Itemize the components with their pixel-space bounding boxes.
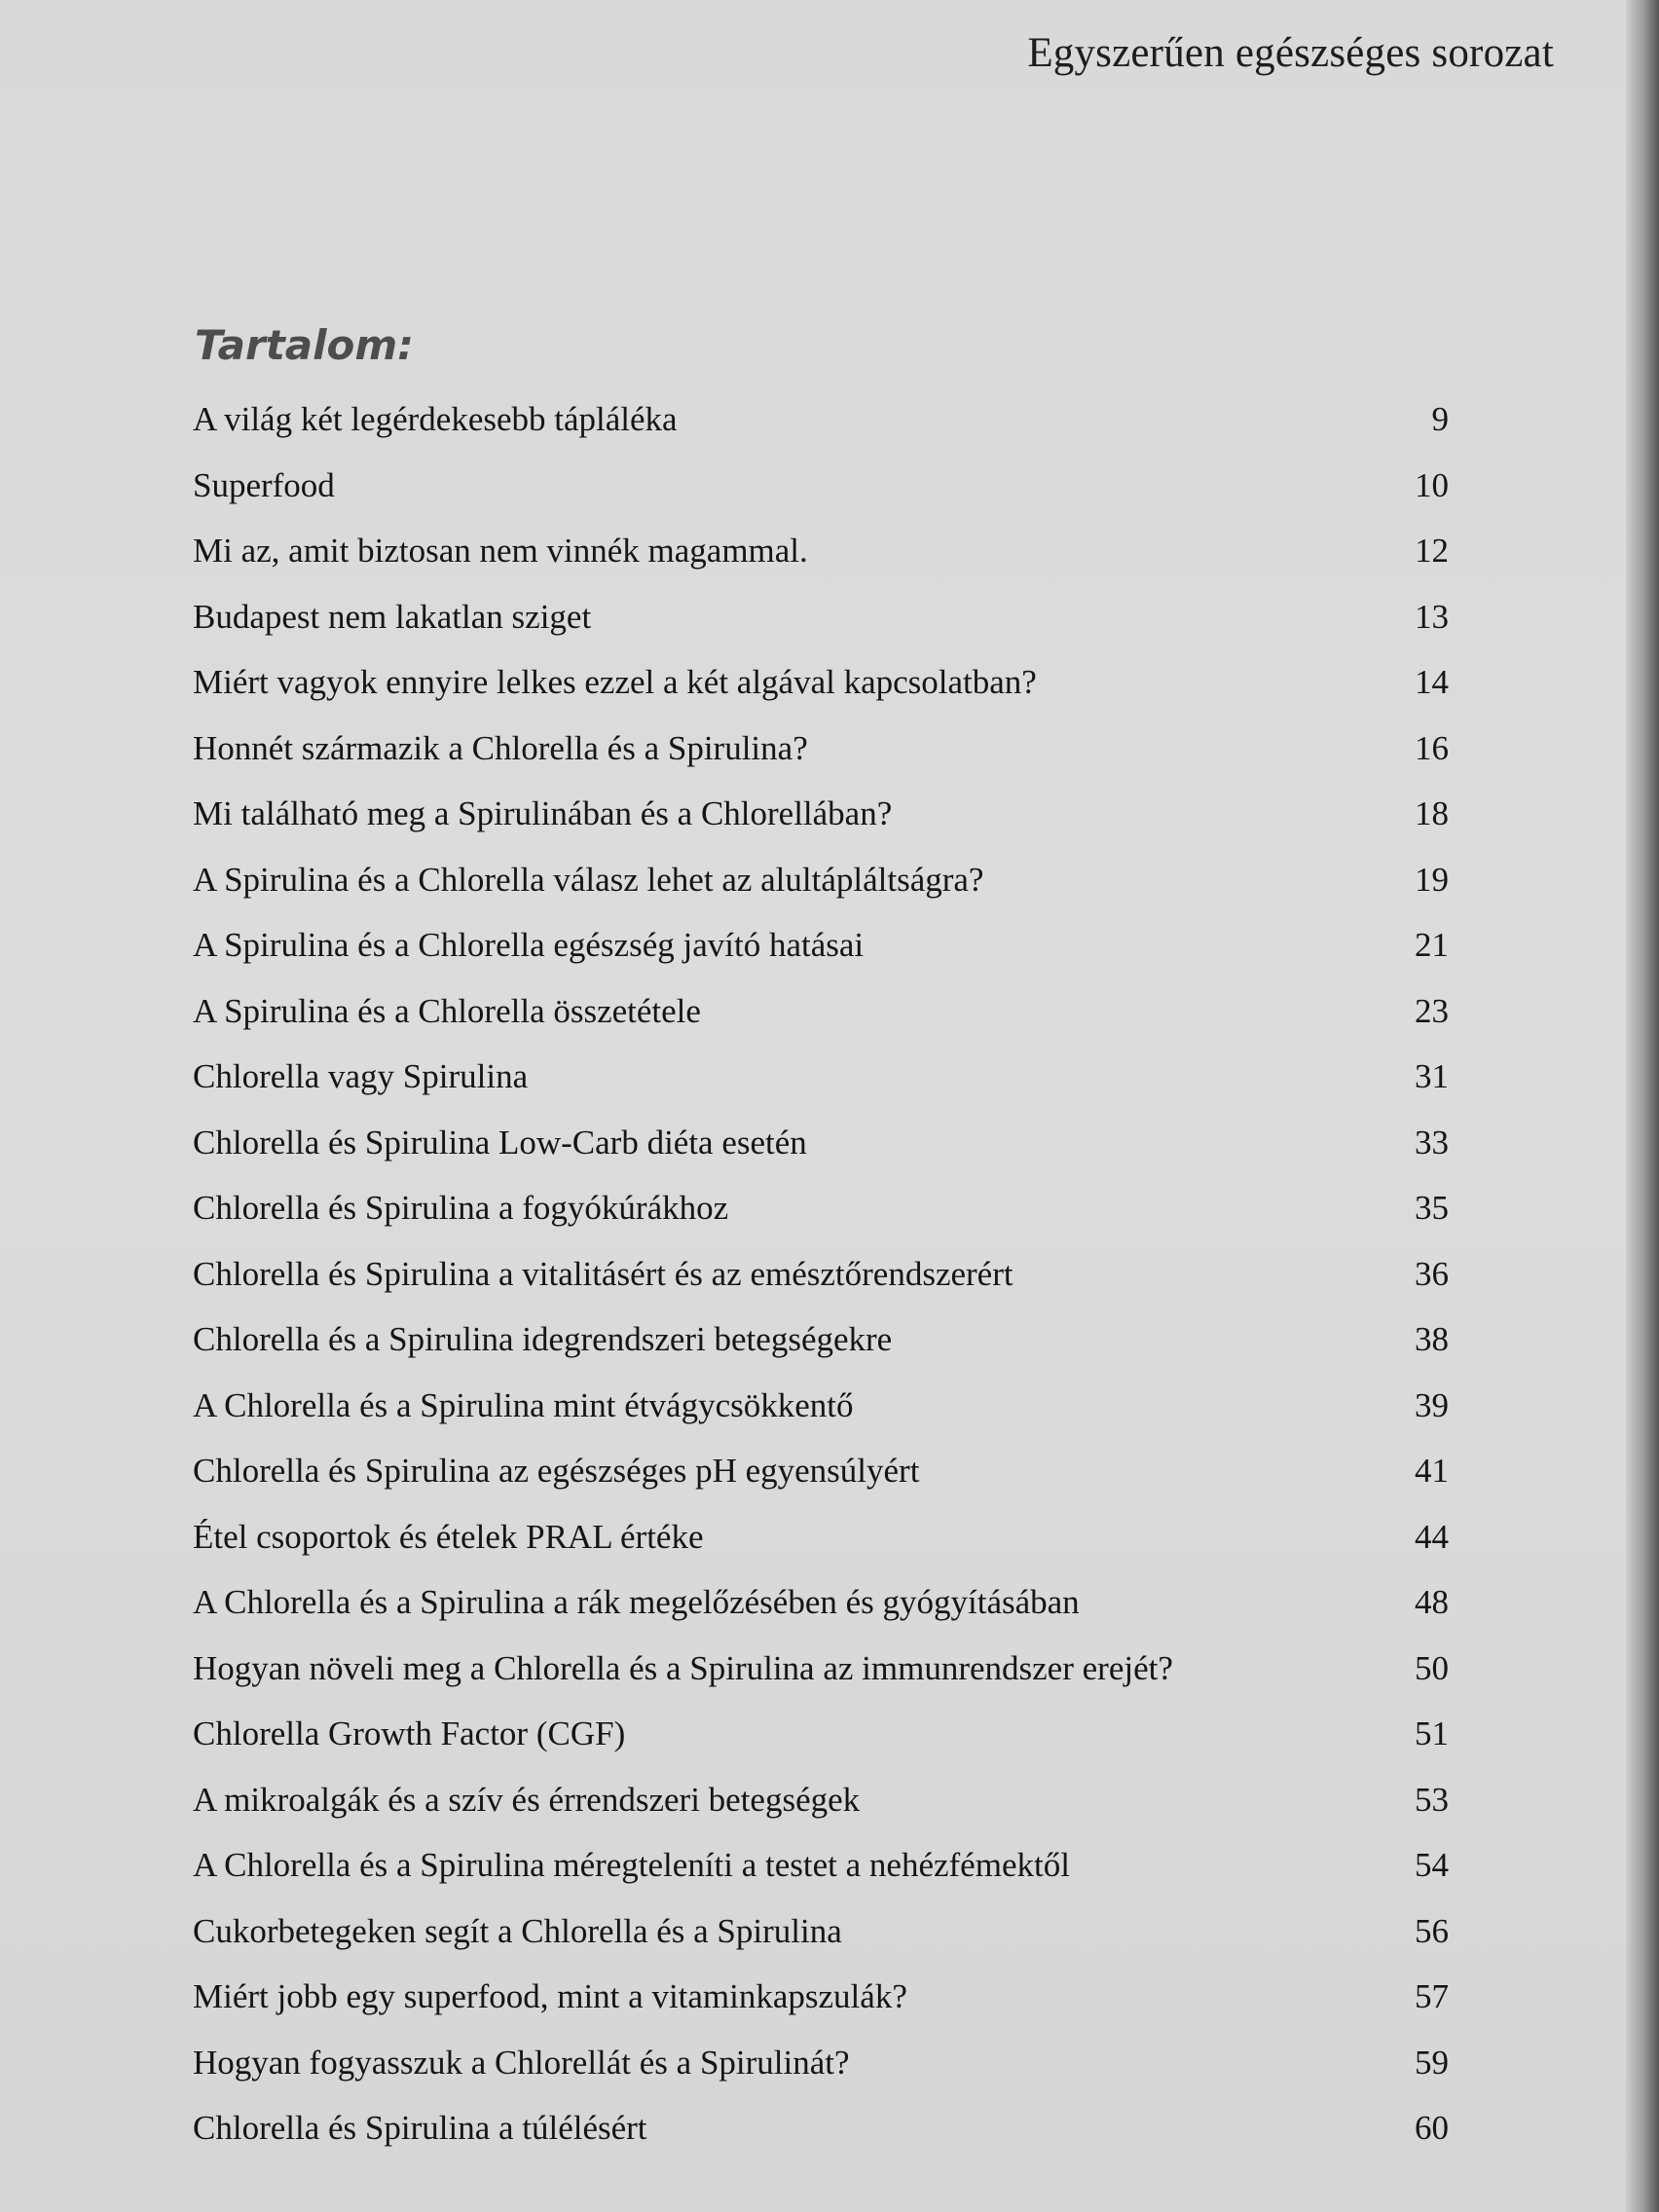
toc-entry-title: Chlorella Growth Factor (CGF) (193, 1714, 626, 1752)
toc-entry (193, 1972, 1449, 2038)
toc-entry-page-number: 41 (1415, 1452, 1449, 1490)
toc-entry (193, 1709, 1449, 1775)
toc-entry-title: A Chlorella és a Spirulina a rák megelőzésében és gyógyításában (193, 1583, 1080, 1621)
toc-entry (193, 1051, 1449, 1118)
toc-entry (193, 1183, 1449, 1249)
toc-entry (193, 2103, 1449, 2169)
toc-entry-title: Superfood (193, 465, 335, 504)
toc-entry-page-number: 50 (1415, 1648, 1449, 1687)
toc-entry-title: Chlorella vagy Spirulina (193, 1057, 529, 1095)
toc-entry (193, 789, 1449, 855)
toc-entry (193, 1512, 1449, 1578)
toc-entry (193, 1775, 1449, 1841)
toc-entry-title: Chlorella és Spirulina Low-Carb diéta esetén (193, 1123, 807, 1161)
toc-entry-title: Hogyan növeli meg a Chlorella és a Spirulina az immunrendszer erejét? (193, 1648, 1173, 1687)
toc-entry-page-number: 56 (1415, 1911, 1449, 1950)
toc-entry-page-number: 33 (1415, 1123, 1449, 1161)
toc-entry-page-number: 38 (1415, 1320, 1449, 1358)
toc-entry-title: A Chlorella és a Spirulina méregteleníti a testet a nehézfémektől (193, 1846, 1070, 1884)
toc-heading: Tartalom: (195, 321, 414, 369)
toc-entry (193, 1249, 1449, 1315)
toc-entry-page-number: 51 (1415, 1714, 1449, 1752)
toc-entry (193, 2038, 1449, 2104)
toc-entry-page-number: 14 (1415, 663, 1449, 701)
toc-entry-title: A világ két legérdekesebb tápláléka (193, 400, 678, 438)
toc-entry-title: Miért jobb egy superfood, mint a vitaminkapszulák? (193, 1977, 907, 2015)
toc-entry-page-number: 57 (1415, 1977, 1449, 2015)
toc-entry (193, 526, 1449, 592)
toc-entry-title: Chlorella és Spirulina az egészséges pH egyensúlyért (193, 1452, 920, 1490)
toc-entry (193, 1577, 1449, 1643)
toc-entry (193, 986, 1449, 1052)
toc-entry-title: Chlorella és Spirulina a túlélésért (193, 2109, 647, 2147)
toc-entry (193, 657, 1449, 723)
toc-entry-title: A mikroalgák és a szív és érrendszeri betegségek (193, 1780, 861, 1819)
toc-entry-title: Honnét származik a Chlorella és a Spirulina? (193, 728, 808, 767)
toc-entry-title: Chlorella és Spirulina a fogyókúrákhoz (193, 1189, 729, 1227)
toc-entry (193, 1643, 1449, 1710)
toc-entry-page-number: 21 (1415, 926, 1449, 964)
toc-entry-title: Budapest nem lakatlan sziget (193, 597, 592, 636)
toc-entry-page-number: 9 (1431, 400, 1449, 438)
toc-entry (193, 1314, 1449, 1381)
toc-entry-title: A Chlorella és a Spirulina mint étvágycsökkentő (193, 1385, 854, 1424)
toc-entry-page-number: 48 (1415, 1583, 1449, 1621)
toc-entry (193, 1381, 1449, 1447)
toc-entry-page-number: 53 (1415, 1780, 1449, 1819)
page-edge-shadow (1626, 0, 1659, 2212)
toc-entry-title: Chlorella és a Spirulina idegrendszeri betegségekre (193, 1320, 893, 1358)
toc-entry-title: Hogyan fogyasszuk a Chlorellát és a Spirulinát? (193, 2043, 850, 2082)
toc-entry-page-number: 59 (1415, 2043, 1449, 2082)
toc-entry (193, 920, 1449, 986)
toc-entry (193, 1840, 1449, 1906)
toc-entry-title: A Spirulina és a Chlorella összetétele (193, 991, 701, 1030)
toc-entry (193, 1906, 1449, 1972)
toc-entry-title: Étel csoportok és ételek PRAL értéke (193, 1517, 704, 1556)
toc-entry-title: Mi az, amit biztosan nem vinnék magammal. (193, 532, 808, 570)
toc-entry-page-number: 13 (1415, 597, 1449, 636)
toc-entry-title: A Spirulina és a Chlorella válasz lehet az alultápláltságra? (193, 860, 984, 899)
toc-entry (193, 461, 1449, 527)
toc-entry-title: Cukorbetegeken segít a Chlorella és a Spirulina (193, 1911, 842, 1950)
toc-entry-page-number: 35 (1415, 1189, 1449, 1227)
toc-entry (193, 394, 1449, 461)
toc-entry-page-number: 39 (1415, 1385, 1449, 1424)
toc-entry (193, 592, 1449, 658)
table-of-contents (193, 394, 1449, 2169)
toc-entry-page-number: 23 (1415, 991, 1449, 1030)
toc-entry-title: Mi található meg a Spirulinában és a Chlorellában? (193, 794, 893, 832)
toc-entry-page-number: 19 (1415, 860, 1449, 899)
series-title: Egyszerűen egészséges sorozat (1027, 30, 1554, 76)
toc-entry-page-number: 44 (1415, 1517, 1449, 1556)
toc-entry (193, 1118, 1449, 1184)
toc-entry-title: Chlorella és Spirulina a vitalitásért és az emésztőrendszerért (193, 1254, 1014, 1293)
toc-entry-page-number: 54 (1415, 1846, 1449, 1884)
toc-entry-page-number: 31 (1415, 1057, 1449, 1095)
toc-entry (193, 855, 1449, 921)
toc-entry-page-number: 60 (1415, 2109, 1449, 2147)
toc-entry-title: Miért vagyok ennyire lelkes ezzel a két algával kapcsolatban? (193, 663, 1037, 701)
toc-entry-title: A Spirulina és a Chlorella egészség javító hatásai (193, 926, 865, 964)
toc-entry (193, 1446, 1449, 1512)
toc-entry-page-number: 10 (1415, 465, 1449, 504)
toc-entry-page-number: 18 (1415, 794, 1449, 832)
toc-entry-page-number: 16 (1415, 728, 1449, 767)
toc-entry (193, 723, 1449, 790)
toc-entry-page-number: 36 (1415, 1254, 1449, 1293)
toc-entry-page-number: 12 (1415, 532, 1449, 570)
